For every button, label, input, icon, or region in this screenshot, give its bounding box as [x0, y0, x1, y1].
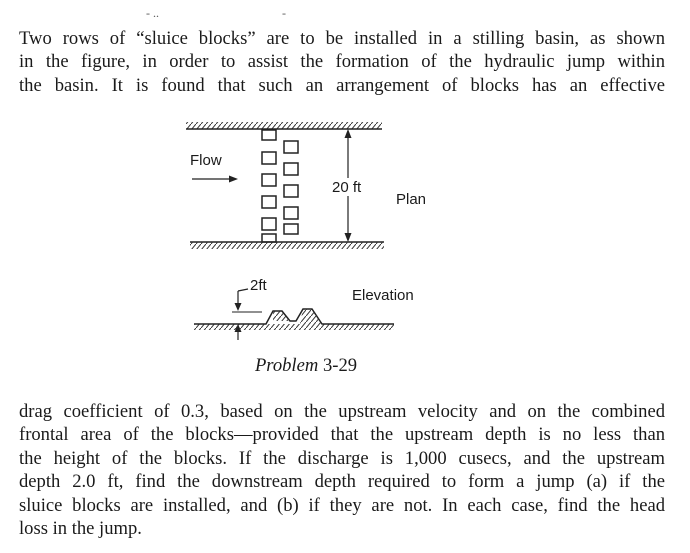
text-line: frontal area of the blocks—provided that the upstream depth is no less than — [19, 424, 665, 446]
bottom-wall-hatch — [190, 242, 384, 249]
sluice-block — [262, 218, 276, 230]
text-line: in the figure, in order to assist the formation of the hydraulic jump within — [19, 51, 665, 73]
caption-number: 3-29 — [322, 355, 358, 376]
sluice-block-figure — [176, 118, 436, 380]
problem-text-intro — [19, 27, 665, 97]
sluice-block — [284, 224, 298, 234]
bed-profile-with-blocks — [194, 309, 394, 324]
sluice-block — [284, 163, 298, 175]
sluice-block — [262, 130, 276, 140]
text-line: sluice blocks are installed, and (b) if they are not. In each case, find the head — [19, 494, 665, 516]
sluice-block — [262, 152, 276, 164]
dimension-arrowhead — [345, 129, 352, 138]
height-arrowhead — [235, 303, 242, 311]
flow-arrowhead — [229, 176, 238, 183]
caption-prefix: Problem — [254, 355, 319, 376]
plan-label: Plan — [396, 191, 427, 208]
text-line: the basin. It is found that such an arrangement of blocks has an effective — [19, 74, 665, 96]
elevation-label: Elevation — [352, 287, 414, 304]
figure-caption — [176, 355, 436, 377]
block-row-2 — [284, 141, 298, 234]
block-row-1 — [262, 130, 276, 242]
sluice-block — [284, 185, 298, 197]
sluice-block — [262, 234, 276, 242]
text-line: depth 2.0 ft, find the downstream depth required to form a jump (a) if the — [19, 471, 665, 493]
top-wall-hatch — [186, 122, 382, 129]
bed-hatch — [194, 324, 394, 330]
sluice-block — [284, 207, 298, 219]
sluice-block — [284, 141, 298, 153]
elevation-block — [300, 309, 322, 324]
dimension-arrowhead — [345, 233, 352, 242]
width-label: 20 ft — [332, 179, 362, 196]
flow-label: Flow — [190, 152, 222, 169]
scan-speck: - .. — [146, 6, 159, 20]
scan-speck: - — [282, 6, 286, 20]
text-line: the height of the blocks. If the discharge is 1,000 cusecs, and the upstream — [19, 447, 665, 469]
text-line: Two rows of “sluice blocks” are to be installed in a stilling basin, as shown — [19, 28, 665, 49]
figure-drawing — [176, 118, 436, 380]
problem-text-continuation — [19, 400, 665, 540]
text-line: loss in the jump. — [19, 518, 142, 540]
text-line: drag coefficient of 0.3, based on the upstream velocity and on the combined — [19, 401, 665, 422]
elevation-block — [273, 311, 290, 321]
sluice-block — [262, 174, 276, 186]
sluice-block — [262, 196, 276, 208]
height-label: 2ft — [250, 277, 267, 294]
height-dim-tick — [238, 289, 248, 291]
